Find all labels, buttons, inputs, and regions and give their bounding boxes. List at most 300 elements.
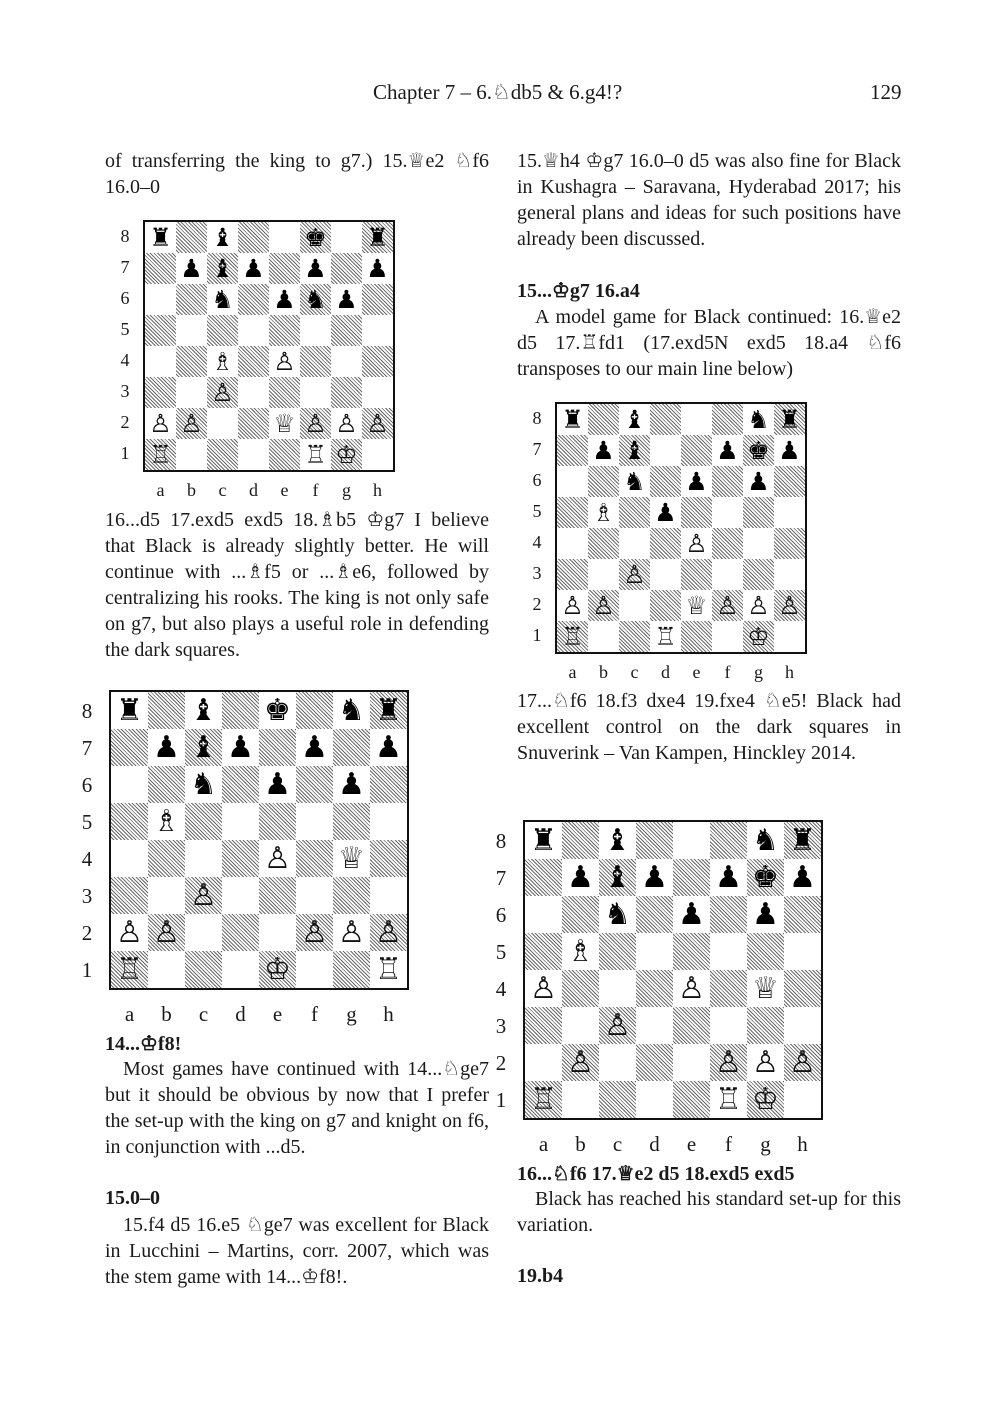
square-g4 (333, 840, 370, 877)
rank-label: 3 (120, 380, 130, 401)
piece-a8: ♜ (530, 822, 557, 858)
square-d3 (222, 877, 259, 914)
left-paragraph-2: 16...d5 17.exd5 exd5 18.♗b5 ♔g7 I believe that Black is already slightly better. He will continue with ...♗f5 or ...♗e6, followed by centralizing his rooks. The king is not only safe on g7, but also plays a useful role in defending the dark squares. (105, 509, 489, 661)
square-e7 (259, 729, 296, 766)
square-d5 (222, 803, 259, 840)
square-c8 (599, 822, 636, 859)
file-label: a (568, 662, 577, 682)
piece-f1: ♖ (304, 440, 327, 469)
square-c3 (599, 1007, 636, 1044)
piece-c7: ♝ (604, 859, 631, 895)
rank-label: 6 (532, 469, 542, 490)
square-h8 (362, 222, 393, 253)
right-paragraph-2: A model game for Black continued: 16.♕e2 d5 17.♖fd1 (17.exd5N exd5 18.a4 ♘f6 transposes to our main line below) (517, 306, 901, 380)
square-f4 (296, 840, 333, 877)
square-e8 (259, 692, 296, 729)
square-b7 (588, 435, 619, 466)
piece-e8: ♚ (264, 692, 291, 728)
rank-label: 8 (495, 828, 507, 853)
square-a7 (525, 859, 562, 896)
square-d3 (650, 559, 681, 590)
square-d1 (222, 951, 259, 988)
file-label: e (272, 1002, 283, 1026)
piece-a8: ♜ (561, 405, 584, 434)
piece-f2: ♙ (301, 914, 328, 950)
square-e5 (673, 933, 710, 970)
square-b3 (588, 559, 619, 590)
square-h6 (774, 466, 805, 497)
piece-e2: ♕ (685, 591, 708, 620)
square-b2 (148, 914, 185, 951)
rank-label: 5 (81, 809, 93, 834)
square-g3 (747, 1007, 784, 1044)
board-grid (555, 402, 807, 654)
square-a8 (557, 404, 588, 435)
rank-label: 5 (120, 318, 130, 339)
square-c7 (619, 435, 650, 466)
square-h3 (370, 877, 407, 914)
piece-g7: ♚ (747, 436, 770, 465)
square-h4 (784, 970, 821, 1007)
square-d6 (238, 284, 269, 315)
square-h8 (370, 692, 407, 729)
square-h8 (784, 822, 821, 859)
square-c1 (619, 621, 650, 652)
square-h3 (774, 559, 805, 590)
square-c6 (599, 896, 636, 933)
square-a1 (525, 1081, 562, 1118)
square-a6 (145, 284, 176, 315)
file-label: g (760, 1132, 771, 1156)
square-d3 (238, 377, 269, 408)
piece-h8: ♜ (366, 223, 389, 252)
square-a8 (525, 822, 562, 859)
square-b6 (176, 284, 207, 315)
file-label: b (161, 1002, 172, 1026)
piece-g2: ♙ (747, 591, 770, 620)
square-h8 (774, 404, 805, 435)
file-label: d (235, 1002, 246, 1026)
square-f3 (296, 877, 333, 914)
square-d8 (222, 692, 259, 729)
rank-label: 1 (532, 624, 542, 645)
square-b8 (176, 222, 207, 253)
square-e8 (269, 222, 300, 253)
square-d6 (636, 896, 673, 933)
piece-b7: ♟ (153, 729, 180, 765)
right-move-heading-1: 15...♔g7 16.a4 (517, 280, 640, 302)
page-header (0, 80, 1000, 110)
square-f1 (296, 951, 333, 988)
piece-h7: ♟ (778, 436, 801, 465)
square-e8 (681, 404, 712, 435)
square-b1 (148, 951, 185, 988)
square-f3 (300, 377, 331, 408)
square-c5 (599, 933, 636, 970)
square-g2 (331, 408, 362, 439)
square-c1 (185, 951, 222, 988)
square-f7 (296, 729, 333, 766)
square-c5 (619, 497, 650, 528)
piece-a2: ♙ (149, 409, 172, 438)
piece-e6: ♟ (273, 285, 296, 314)
square-f5 (296, 803, 333, 840)
piece-e6: ♟ (678, 896, 705, 932)
square-g2 (747, 1044, 784, 1081)
square-d7 (650, 435, 681, 466)
left-move-heading-1: 14...♔f8! (105, 1033, 182, 1055)
square-f4 (712, 528, 743, 559)
square-b1 (588, 621, 619, 652)
piece-d7: ♟ (242, 254, 265, 283)
square-b6 (562, 896, 599, 933)
square-c3 (185, 877, 222, 914)
square-g6 (747, 896, 784, 933)
piece-d5: ♟ (654, 498, 677, 527)
file-label: d (249, 480, 258, 500)
square-d1 (636, 1081, 673, 1118)
square-c7 (599, 859, 636, 896)
square-g8 (743, 404, 774, 435)
square-b2 (562, 1044, 599, 1081)
right-paragraph-1: 15.♕h4 ♔g7 16.0–0 d5 was also fine for Black in Kushagra – Saravana, Hyderabad 2017; his general plans and ideas for such positions have already been discussed. (517, 150, 901, 250)
rank-label: 5 (532, 500, 542, 521)
piece-b7: ♟ (592, 436, 615, 465)
piece-e4: ♙ (273, 347, 296, 376)
square-f1 (712, 621, 743, 652)
rank-label: 1 (81, 957, 93, 982)
square-g7 (333, 729, 370, 766)
square-e5 (269, 315, 300, 346)
square-e6 (673, 896, 710, 933)
square-g1 (333, 951, 370, 988)
square-g4 (331, 346, 362, 377)
square-g5 (747, 933, 784, 970)
square-e8 (673, 822, 710, 859)
square-h5 (774, 497, 805, 528)
square-d8 (650, 404, 681, 435)
square-h7 (774, 435, 805, 466)
square-g6 (743, 466, 774, 497)
square-c6 (207, 284, 238, 315)
square-e2 (681, 590, 712, 621)
square-h5 (370, 803, 407, 840)
piece-h2: ♙ (789, 1044, 816, 1080)
piece-e4: ♙ (264, 840, 291, 876)
piece-b2: ♙ (567, 1044, 594, 1080)
right-paragraph-4: Black has reached his standard set-up for this variation. (517, 1188, 901, 1236)
piece-g2: ♙ (752, 1044, 779, 1080)
piece-h1: ♖ (375, 951, 402, 987)
square-b2 (176, 408, 207, 439)
piece-f2: ♙ (716, 591, 739, 620)
board-grid (143, 220, 395, 472)
square-h5 (362, 315, 393, 346)
square-h2 (774, 590, 805, 621)
square-b1 (562, 1081, 599, 1118)
rank-label: 5 (495, 939, 507, 964)
square-b3 (562, 1007, 599, 1044)
square-c4 (619, 528, 650, 559)
rank-label: 4 (120, 349, 130, 370)
square-c2 (185, 914, 222, 951)
file-label: a (156, 480, 165, 500)
piece-b5: ♗ (592, 498, 615, 527)
square-h7 (370, 729, 407, 766)
square-c8 (207, 222, 238, 253)
file-label: g (342, 480, 351, 500)
square-d2 (238, 408, 269, 439)
piece-e1: ♔ (264, 951, 291, 987)
file-label: b (599, 662, 608, 682)
square-a6 (111, 766, 148, 803)
file-label: e (280, 480, 289, 500)
file-label: d (661, 662, 670, 682)
square-c2 (207, 408, 238, 439)
piece-h7: ♟ (366, 254, 389, 283)
square-a7 (145, 253, 176, 284)
square-b3 (148, 877, 185, 914)
square-c7 (207, 253, 238, 284)
square-e4 (673, 970, 710, 1007)
file-label: h (785, 662, 794, 682)
square-a2 (145, 408, 176, 439)
square-b3 (176, 377, 207, 408)
rank-label: 7 (495, 865, 507, 890)
square-a1 (557, 621, 588, 652)
piece-e6: ♟ (264, 766, 291, 802)
file-label: f (312, 480, 319, 500)
square-d4 (238, 346, 269, 377)
file-label: c (630, 662, 639, 682)
left-paragraph-3: Most games have continued with 14...♘ge7 but it should be obvious by now that I prefer the set-up with the king on g7 and knight on f6, in conjunction with ...d5. (105, 1058, 489, 1158)
square-d5 (238, 315, 269, 346)
piece-a1: ♖ (149, 440, 172, 469)
square-d1 (238, 439, 269, 470)
square-f8 (710, 822, 747, 859)
file-label: a (124, 1002, 135, 1026)
square-g1 (331, 439, 362, 470)
square-b5 (562, 933, 599, 970)
square-g3 (333, 877, 370, 914)
square-c5 (185, 803, 222, 840)
piece-c8: ♝ (623, 405, 646, 434)
square-a3 (111, 877, 148, 914)
square-e3 (681, 559, 712, 590)
square-g5 (743, 497, 774, 528)
piece-g6: ♟ (335, 285, 358, 314)
square-g5 (331, 315, 362, 346)
piece-g8: ♞ (338, 692, 365, 728)
file-label: h (373, 480, 382, 500)
piece-a8: ♜ (116, 692, 143, 728)
square-c4 (599, 970, 636, 1007)
piece-f2: ♙ (304, 409, 327, 438)
piece-g4: ♕ (752, 970, 779, 1006)
piece-g8: ♞ (747, 405, 770, 434)
square-g3 (331, 377, 362, 408)
piece-g1: ♔ (335, 440, 358, 469)
rank-label: 4 (81, 846, 93, 871)
square-a4 (525, 970, 562, 1007)
right-move-heading-2: 16...♘f6 17.♕e2 d5 18.exd5 exd5 (517, 1163, 795, 1185)
square-e5 (259, 803, 296, 840)
piece-a1: ♖ (116, 951, 143, 987)
piece-g4: ♕ (338, 840, 365, 876)
square-f2 (296, 914, 333, 951)
square-b4 (176, 346, 207, 377)
page-number: 129 (870, 80, 902, 104)
square-a3 (557, 559, 588, 590)
rank-label: 6 (81, 772, 93, 797)
rank-label: 3 (495, 1013, 507, 1038)
square-a5 (525, 933, 562, 970)
file-label: g (346, 1002, 357, 1026)
square-h1 (370, 951, 407, 988)
square-h1 (784, 1081, 821, 1118)
square-f1 (710, 1081, 747, 1118)
square-f8 (712, 404, 743, 435)
square-b8 (562, 822, 599, 859)
square-h1 (362, 439, 393, 470)
square-a7 (111, 729, 148, 766)
file-label: f (724, 662, 731, 682)
square-b7 (176, 253, 207, 284)
left-paragraph-1: of transferring the king to g7.) 15.♕e2 ♘f6 16.0–0 (105, 150, 489, 198)
piece-h8: ♜ (375, 692, 402, 728)
square-e1 (259, 951, 296, 988)
square-g5 (333, 803, 370, 840)
piece-f7: ♟ (301, 729, 328, 765)
square-g8 (333, 692, 370, 729)
square-e2 (269, 408, 300, 439)
square-a3 (145, 377, 176, 408)
piece-c7: ♝ (211, 254, 234, 283)
square-d7 (222, 729, 259, 766)
square-g1 (747, 1081, 784, 1118)
square-c5 (207, 315, 238, 346)
square-a2 (525, 1044, 562, 1081)
square-e3 (269, 377, 300, 408)
piece-h8: ♜ (789, 822, 816, 858)
square-f2 (300, 408, 331, 439)
square-c4 (207, 346, 238, 377)
square-e6 (259, 766, 296, 803)
square-b8 (148, 692, 185, 729)
square-h2 (362, 408, 393, 439)
square-a1 (145, 439, 176, 470)
square-h5 (784, 933, 821, 970)
square-a4 (145, 346, 176, 377)
square-f4 (300, 346, 331, 377)
rank-label: 8 (120, 225, 130, 246)
piece-g7: ♚ (752, 859, 779, 895)
piece-c6: ♞ (211, 285, 234, 314)
right-move-heading-3: 19.b4 (517, 1265, 564, 1287)
square-c3 (207, 377, 238, 408)
square-b5 (176, 315, 207, 346)
square-e4 (269, 346, 300, 377)
square-d4 (636, 970, 673, 1007)
piece-c6: ♞ (190, 766, 217, 802)
square-a2 (111, 914, 148, 951)
piece-a2: ♙ (116, 914, 143, 950)
rank-label: 3 (532, 562, 542, 583)
piece-g6: ♟ (338, 766, 365, 802)
piece-f7: ♟ (716, 436, 739, 465)
square-a7 (557, 435, 588, 466)
piece-a1: ♖ (530, 1081, 557, 1117)
rank-label: 4 (495, 976, 507, 1001)
square-d6 (222, 766, 259, 803)
piece-c3: ♙ (190, 877, 217, 913)
square-b7 (562, 859, 599, 896)
file-label: h (797, 1132, 808, 1156)
piece-c8: ♝ (604, 822, 631, 858)
square-b6 (588, 466, 619, 497)
square-d6 (650, 466, 681, 497)
square-a5 (111, 803, 148, 840)
rank-label: 2 (495, 1050, 507, 1075)
piece-e2: ♕ (273, 409, 296, 438)
square-h1 (774, 621, 805, 652)
square-f5 (712, 497, 743, 528)
square-f7 (300, 253, 331, 284)
piece-h7: ♟ (789, 859, 816, 895)
square-c4 (185, 840, 222, 877)
square-f6 (296, 766, 333, 803)
square-g7 (743, 435, 774, 466)
square-a4 (111, 840, 148, 877)
piece-g6: ♟ (747, 467, 770, 496)
square-h6 (370, 766, 407, 803)
piece-d7: ♟ (641, 859, 668, 895)
square-g2 (743, 590, 774, 621)
square-b2 (588, 590, 619, 621)
square-a3 (525, 1007, 562, 1044)
piece-c7: ♝ (623, 436, 646, 465)
piece-g2: ♙ (335, 409, 358, 438)
square-e7 (681, 435, 712, 466)
square-c1 (599, 1081, 636, 1118)
rank-label: 6 (495, 902, 507, 927)
square-h4 (370, 840, 407, 877)
square-e3 (673, 1007, 710, 1044)
piece-g8: ♞ (752, 822, 779, 858)
piece-b2: ♙ (180, 409, 203, 438)
square-e5 (681, 497, 712, 528)
file-label: c (198, 1002, 209, 1026)
piece-c4: ♗ (211, 347, 234, 376)
piece-f2: ♙ (715, 1044, 742, 1080)
square-f6 (300, 284, 331, 315)
piece-b7: ♟ (180, 254, 203, 283)
square-d2 (222, 914, 259, 951)
square-e7 (673, 859, 710, 896)
square-a1 (111, 951, 148, 988)
square-g7 (331, 253, 362, 284)
square-e6 (269, 284, 300, 315)
square-g8 (747, 822, 784, 859)
square-b4 (148, 840, 185, 877)
piece-c3: ♙ (604, 1007, 631, 1043)
square-b7 (148, 729, 185, 766)
square-d1 (650, 621, 681, 652)
square-b1 (176, 439, 207, 470)
square-a8 (111, 692, 148, 729)
piece-f7: ♟ (715, 859, 742, 895)
square-c2 (599, 1044, 636, 1081)
